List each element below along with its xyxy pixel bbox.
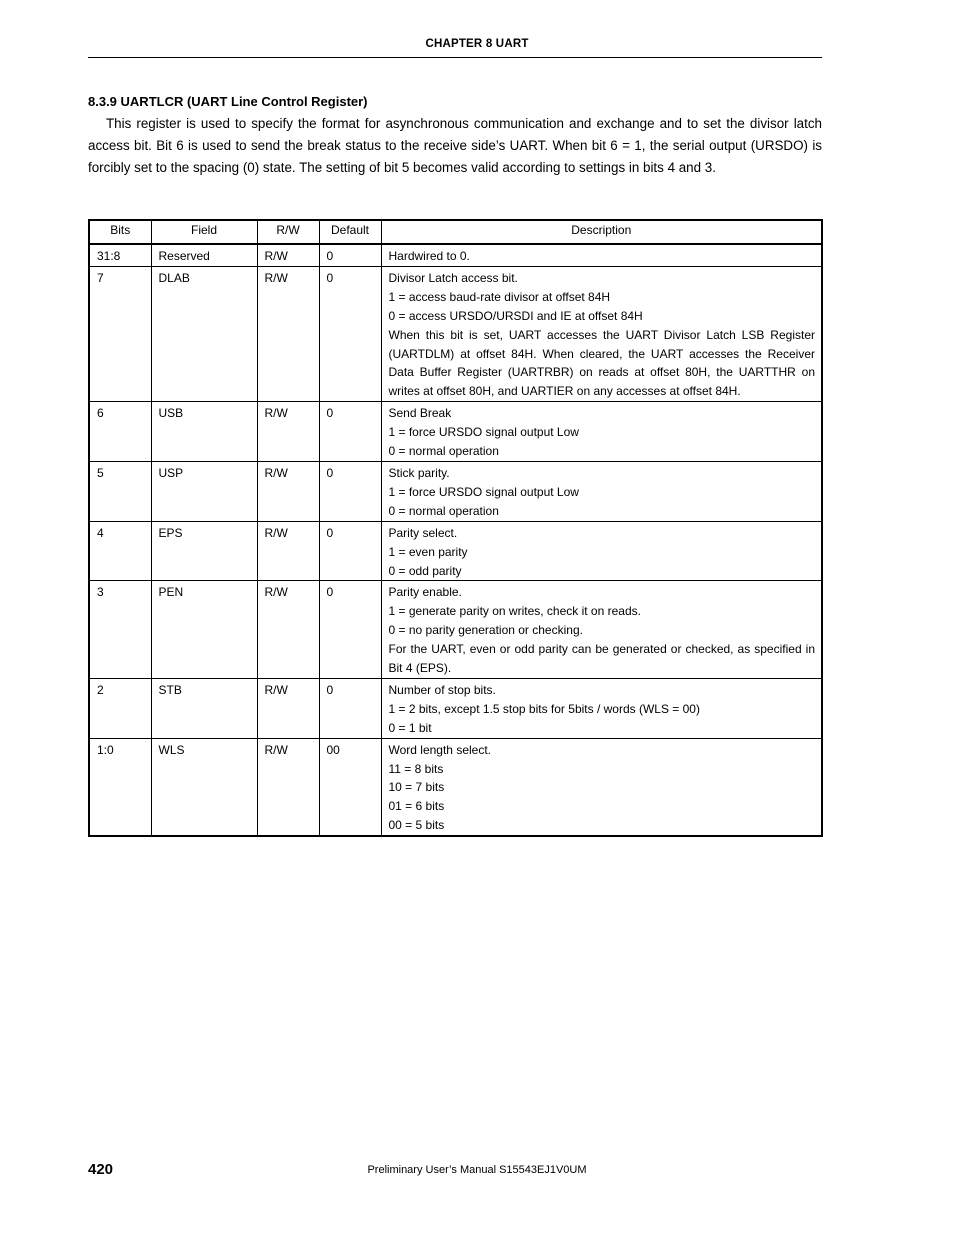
description-line: 1 = even parity <box>388 544 468 559</box>
description-line: Number of stop bits. <box>388 682 496 697</box>
cell-default: 0 <box>319 678 381 738</box>
cell-field: STB <box>151 678 257 738</box>
cell-field: EPS <box>151 521 257 581</box>
cell-bits: 5 <box>89 461 151 521</box>
description-line: 0 = access URSDO/URSDI and IE at offset 84H <box>388 308 643 323</box>
cell-field: USP <box>151 461 257 521</box>
chapter-header: CHAPTER 8 UART <box>425 38 529 50</box>
cell-field: DLAB <box>151 266 257 401</box>
table-row <box>89 738 822 836</box>
column-header-bits: Bits <box>89 220 151 244</box>
cell-bits: 4 <box>89 521 151 581</box>
cell-bits: 3 <box>89 581 151 679</box>
cell-description <box>381 521 822 581</box>
description-line: 0 = normal operation <box>388 503 499 518</box>
column-header-rw: R/W <box>257 220 319 244</box>
cell-bits: 31:8 <box>89 244 151 266</box>
table-row <box>89 678 822 738</box>
description-line: 0 = odd parity <box>388 563 462 578</box>
cell-rw: R/W <box>257 461 319 521</box>
cell-bits: 1:0 <box>89 738 151 836</box>
cell-default: 0 <box>319 244 381 266</box>
intro-paragraph: This register is used to specify the format for asynchronous communication and exchange and to set the divisor latch access bit. Bit 6 is used to send the break status to the receive side’s UART. When bit 6 = 1, the serial output (URSDO) is forcibly set to the spacing (0) state. The setting of bit 5 becomes valid according to settings in bits 4 and 3. <box>88 116 822 175</box>
description-line: 00 = 5 bits <box>388 818 445 833</box>
table-row <box>89 581 822 679</box>
description-line: Send Break <box>388 406 452 421</box>
cell-default: 0 <box>319 266 381 401</box>
description-line: Stick parity. <box>388 465 450 480</box>
cell-rw: R/W <box>257 738 319 836</box>
cell-rw: R/W <box>257 521 319 581</box>
cell-default: 0 <box>319 581 381 679</box>
description-line: 1 = force URSDO signal output Low <box>388 425 579 440</box>
column-header-field: Field <box>151 220 257 244</box>
table-header-row <box>89 220 822 244</box>
cell-rw: R/W <box>257 678 319 738</box>
description-line: When this bit is set, UART accesses the UART Divisor Latch LSB Register (UARTDLM) at offset 84H. When cleared, the UART accesses the Receiver Data Buffer Register (UARTRBR) on reads at offset 80H, the UARTTHR on writes at offset 80H, and UARTIER on any accesses at offset 84H. <box>388 327 815 399</box>
column-header-default: Default <box>319 220 381 244</box>
cell-default: 0 <box>319 402 381 462</box>
description-line: Divisor Latch access bit. <box>388 270 518 285</box>
description-line: 1 = 2 bits, except 1.5 stop bits for 5bits / words (WLS = 00) <box>388 701 700 716</box>
cell-field: PEN <box>151 581 257 679</box>
cell-field: WLS <box>151 738 257 836</box>
description-line: 0 = 1 bit <box>388 720 432 735</box>
description-line: Word length select. <box>388 742 491 757</box>
description-line: 1 = access baud-rate divisor at offset 84H <box>388 289 611 304</box>
cell-description <box>381 402 822 462</box>
description-line: 11 = 8 bits <box>388 761 444 776</box>
cell-bits: 6 <box>89 402 151 462</box>
description-line: Parity enable. <box>388 585 462 600</box>
table-row <box>89 244 822 266</box>
register-table <box>88 219 823 837</box>
description-line: Parity select. <box>388 525 458 540</box>
cell-description <box>381 461 822 521</box>
cell-description <box>381 244 822 266</box>
column-header-description: Description <box>381 220 822 244</box>
description-line: 01 = 6 bits <box>388 799 445 814</box>
description-line: 10 = 7 bits <box>388 780 445 795</box>
header-rule <box>88 57 822 58</box>
cell-field: Reserved <box>151 244 257 266</box>
table-body <box>89 244 822 836</box>
cell-rw: R/W <box>257 244 319 266</box>
cell-description <box>381 581 822 679</box>
cell-bits: 7 <box>89 266 151 401</box>
cell-default: 0 <box>319 461 381 521</box>
description-line: 1 = force URSDO signal output Low <box>388 484 579 499</box>
cell-description <box>381 266 822 401</box>
cell-description <box>381 738 822 836</box>
section-heading: 8.3.9 UARTLCR (UART Line Control Register) <box>88 94 368 109</box>
table-row <box>89 266 822 401</box>
cell-default: 0 <box>319 521 381 581</box>
description-line: 1 = generate parity on writes, check it on reads. <box>388 604 641 619</box>
manual-id: Preliminary User’s Manual S15543EJ1V0UM <box>367 1164 587 1176</box>
cell-rw: R/W <box>257 402 319 462</box>
cell-description <box>381 678 822 738</box>
page-number: 420 <box>88 1161 114 1178</box>
table-row <box>89 402 822 462</box>
cell-default: 00 <box>319 738 381 836</box>
cell-bits: 2 <box>89 678 151 738</box>
cell-field: USB <box>151 402 257 462</box>
cell-rw: R/W <box>257 266 319 401</box>
description-line: 0 = normal operation <box>388 444 499 459</box>
description-line: 0 = no parity generation or checking. <box>388 623 583 638</box>
description-line: For the UART, even or odd parity can be generated or checked, as specified in Bit 4 (EPS). <box>388 642 815 676</box>
table-row <box>89 521 822 581</box>
cell-rw: R/W <box>257 581 319 679</box>
table-row <box>89 461 822 521</box>
description-line: Hardwired to 0. <box>388 249 470 263</box>
